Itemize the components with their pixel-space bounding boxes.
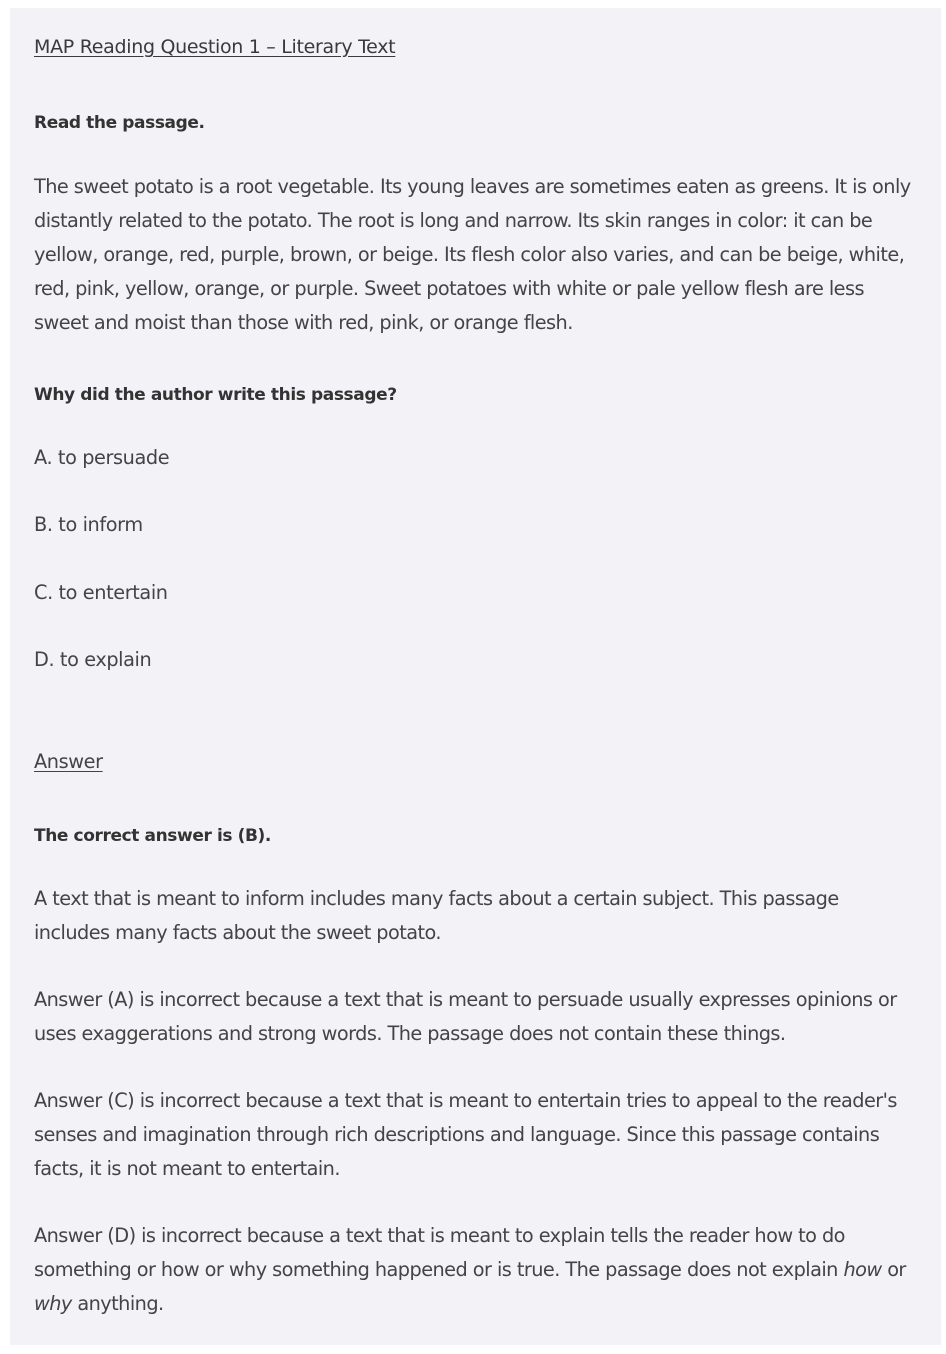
answer-heading: Answer — [34, 750, 103, 773]
question-text: Why did the author write this passage? — [34, 385, 397, 405]
explanation-d-part1: Answer (D) is incorrect because a text that is meant to explain tells the reader how to do something or how or why something happened or is true. The passage does not explain — [34, 1224, 845, 1281]
correct-answer-text: The correct answer is (B). — [34, 826, 271, 846]
explanation-b: A text that is meant to inform includes many facts about a certain subject. This passage includes many facts about the sweet potato. — [34, 887, 839, 944]
explanation-d-why: why — [34, 1292, 72, 1315]
passage-text: The sweet potato is a root vegetable. Its young leaves are sometimes eaten as greens. It is only distantly related to the potato. The root is long and narrow. Its skin ranges in color: it can be yellow, orange, red, purple, brown, or beige. Its flesh color also varies, and can be beige, white, red, pink, yellow, orange, or purple. Sweet potatoes with white or pale yellow flesh are less sweet and moist than those with red, pink, or orange flesh. — [34, 175, 911, 334]
option-b[interactable]: B. to inform — [34, 513, 143, 536]
option-a[interactable]: A. to persuade — [34, 446, 170, 469]
explanation-d-how: how — [843, 1258, 882, 1281]
option-c[interactable]: C. to entertain — [34, 581, 168, 604]
option-d[interactable]: D. to explain — [34, 648, 152, 671]
page-title: MAP Reading Question 1 – Literary Text — [34, 36, 396, 58]
explanation-d-or: or — [887, 1258, 906, 1281]
explanation-a: Answer (A) is incorrect because a text that is meant to persuade usually expresses opinions or uses exaggerations and strong words. The passage does not contain these things. — [34, 988, 897, 1045]
explanation-d-end: anything. — [77, 1292, 164, 1315]
explanation-c: Answer (C) is incorrect because a text that is meant to entertain tries to appeal to the reader's senses and imagination through rich descriptions and language. Since this passage contains facts, it is not meant to entertain. — [34, 1089, 897, 1180]
question-card — [10, 8, 941, 1345]
instruction-text: Read the passage. — [34, 113, 205, 133]
explanation-d — [34, 1219, 918, 1321]
